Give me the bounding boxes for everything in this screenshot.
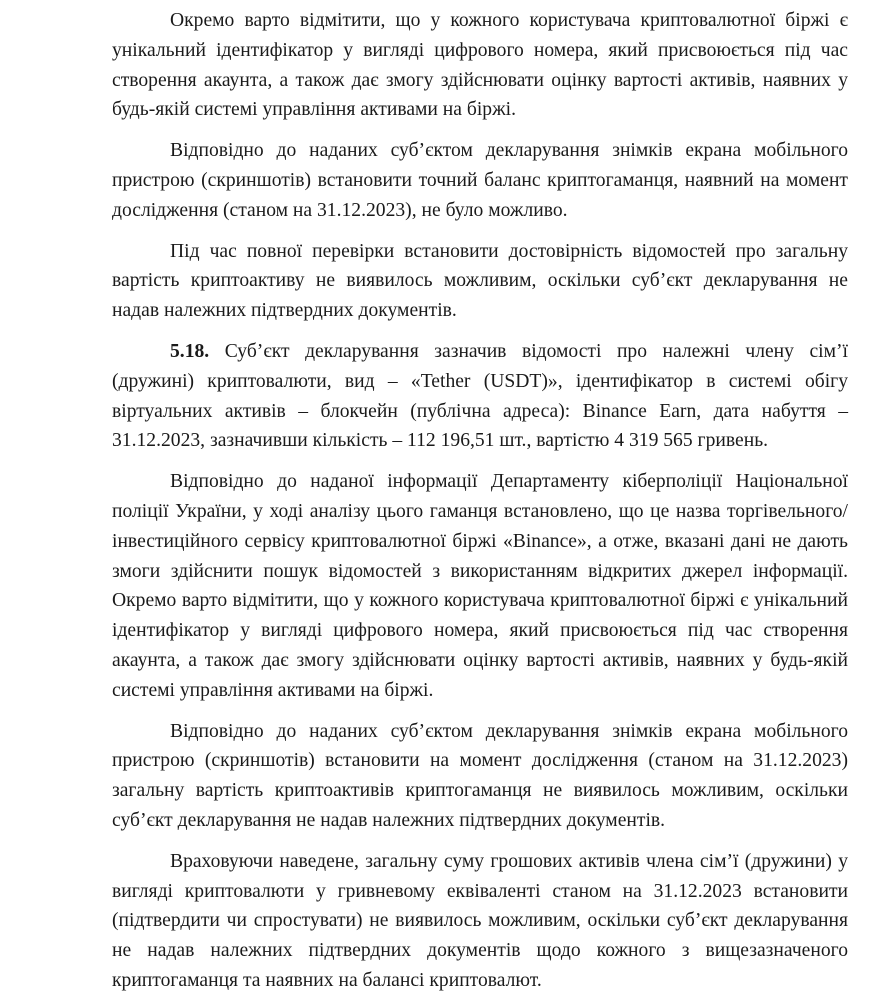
- section-number: 5.18.: [170, 340, 210, 362]
- section-5-18-text: Суб’єкт декларування зазначив відомості про належні члену сім’ї (дружині) криптовалюти, вид – «Tether (USDT)», ідентифікатор в системі обігу віртуальних активів – блокчейн (публічна адреса): Binance Earn, дата набуття – 31.12.2023, зазначивши кількість – 112 196,51 шт., вартістю 4 319 565 гривень.: [112, 340, 848, 452]
- paragraph-unique-identifier-note: Окремо варто відмітити, що у кожного користувача криптовалютної біржі є унікальний ідентифікатор у вигляді цифрового номера, який присвоюється під час створення акаунта, а також дає змогу здійснювати оцінку вартості активів, наявних у будь-якій системі управління активами на біржі.: [112, 10, 848, 121]
- paragraph-balance-screenshots: Відповідно до наданих суб’єктом декларування знімків екрана мобільного пристрою (скриншотів) встановити точний баланс криптогаманця, наявний на момент дослідження (станом на 31.12.2023), не було можливо.: [112, 140, 848, 221]
- paragraph-total-value-screenshots: Відповідно до наданих суб’єктом декларування знімків екрана мобільного пристрою (скриншотів) встановити на момент дослідження (станом на 31.12.2023) загальну вартість криптоактивів криптогаманця не виявилось можливим, оскільки суб’єкт декларування не надав належних підтвердних документів.: [112, 720, 848, 831]
- paragraph-section-5-18: [112, 337, 848, 456]
- paragraph-cyberpolice-info: Відповідно до наданої інформації Департаменту кіберполіції Національної поліції України, у ході аналізу цього гаманця встановлено, що це назва торгівельного/інвестиційного сервісу криптовалютної біржі «Binance», а отже, вказані дані не дають змоги здійснити пошук відомостей з використанням відкритих джерел інформації. Окремо варто відмітити, що у кожного користувача криптовалютної біржі є унікальний ідентифікатор у вигляді цифрового номера, який присвоюється під час створення акаунта, а також дає змогу здійснювати оцінку вартості активів, наявних у будь-якій системі управління активами на біржі.: [112, 471, 848, 701]
- paragraph-conclusion: Враховуючи наведене, загальну суму грошових активів члена сім’ї (дружини) у вигляді криптовалюти у гривневому еквіваленті станом на 31.12.2023 встановити (підтвердити чи спростувати) не виявилось можливим, оскільки суб’єкт декларування не надав належних підтвердних документів щодо кожного з вищезазначеного криптогаманця та наявних на балансі криптовалют.: [112, 850, 848, 991]
- paragraph-verification-result: Під час повної перевірки встановити достовірність відомостей про загальну вартість криптоактиву не виявилось можливим, оскільки суб’єкт декларування не надав належних підтвердних документів.: [112, 240, 848, 322]
